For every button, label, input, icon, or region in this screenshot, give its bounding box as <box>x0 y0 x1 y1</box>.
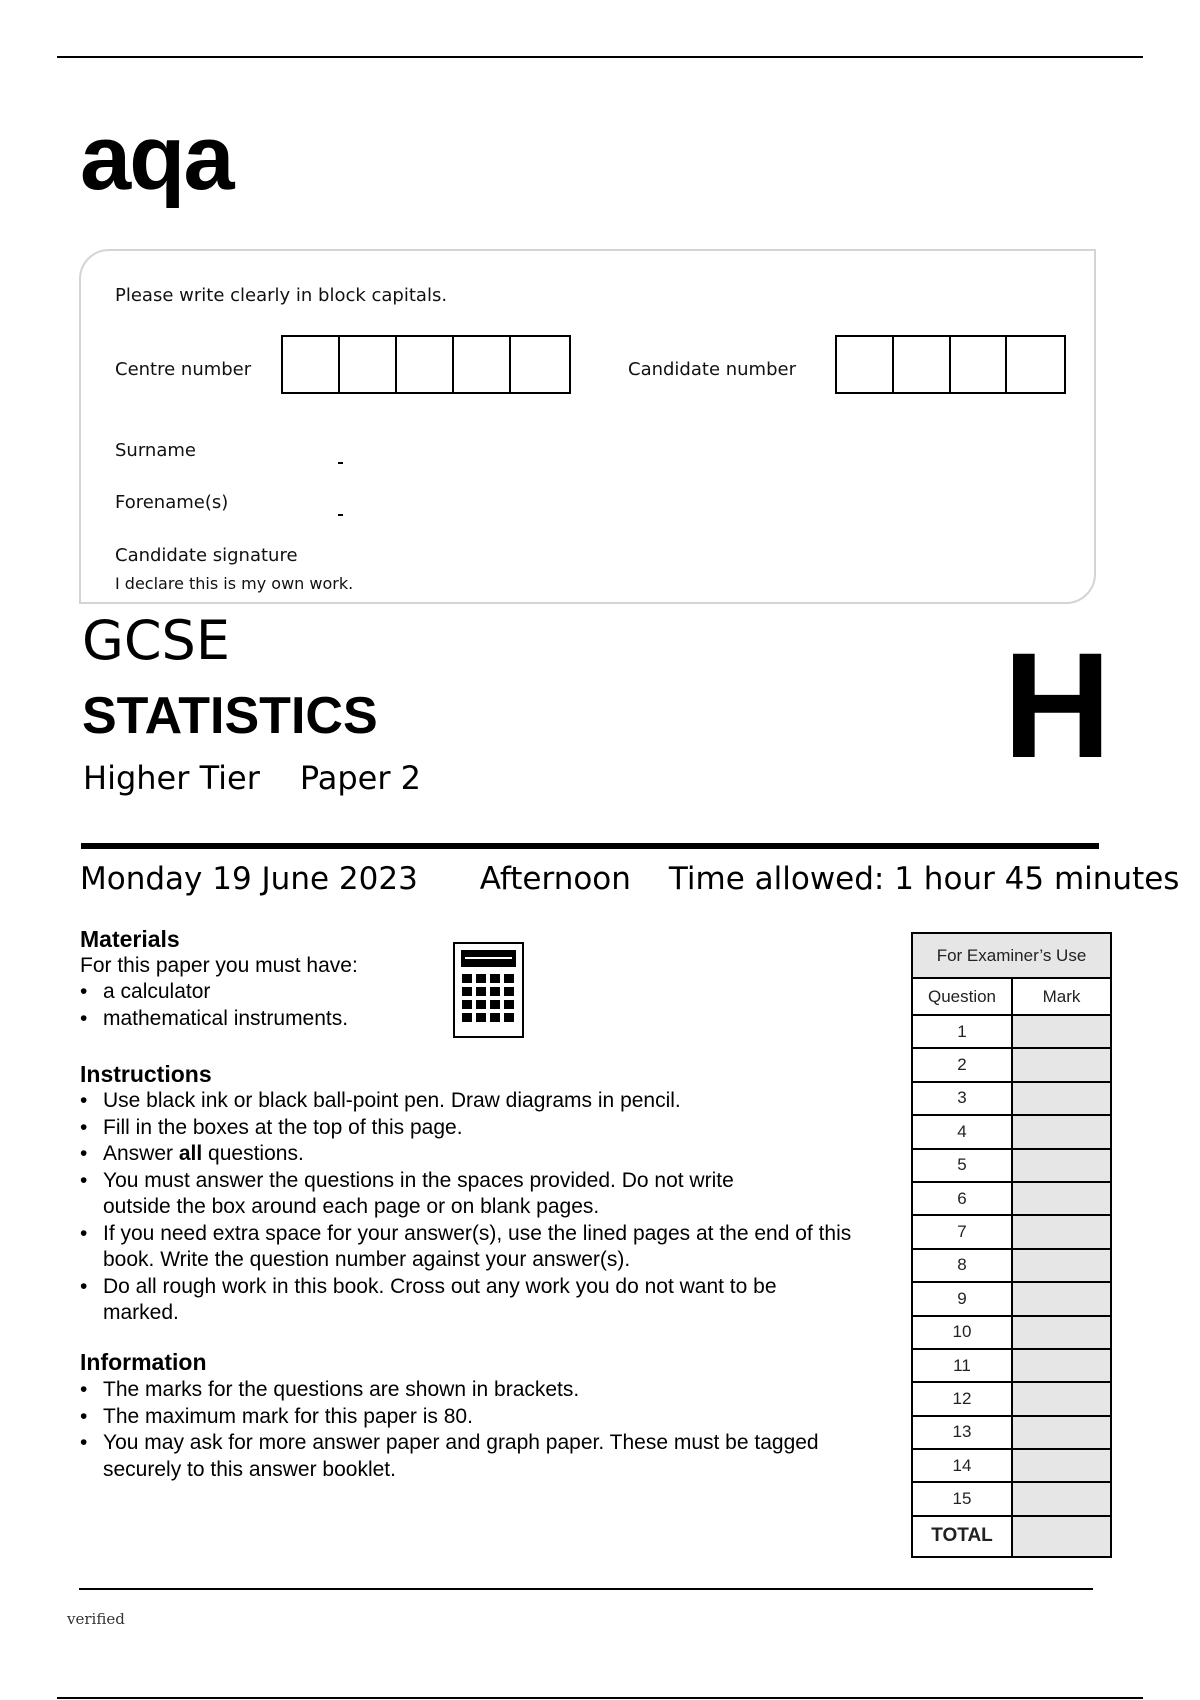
tier-letter: H <box>1003 621 1112 789</box>
question-number: 12 <box>912 1382 1012 1415</box>
subject-title: STATISTICS <box>82 687 378 745</box>
exam-session: Afternoon <box>479 861 631 897</box>
mark-cell <box>1012 1249 1111 1282</box>
candidate-details-box <box>79 249 1096 604</box>
mark-cell <box>1012 1449 1111 1482</box>
total-mark-cell <box>1012 1516 1111 1557</box>
exam-date-row <box>80 861 1180 897</box>
calculator-screen-icon <box>461 950 516 967</box>
mark-cell <box>1012 1082 1111 1115</box>
surname-label: Surname <box>115 440 196 461</box>
list-item: • mathematical instruments. <box>80 1006 348 1033</box>
information-list <box>80 1377 820 1483</box>
information-heading: Information <box>80 1349 207 1375</box>
calculator-keys-icon <box>462 974 514 1022</box>
question-number: 1 <box>912 1015 1012 1048</box>
table-row <box>912 1449 1111 1482</box>
candidate-number-boxes[interactable] <box>835 335 1066 394</box>
question-number: 5 <box>912 1149 1012 1182</box>
question-number: 6 <box>912 1182 1012 1215</box>
table-row <box>912 1215 1111 1248</box>
page-bottom-rule <box>57 1697 1143 1699</box>
materials-list <box>80 979 348 1032</box>
list-item: • You must answer the questions in the spaces provided. Do not write outside the box around each page or on blank pages. <box>80 1168 800 1221</box>
aqa-logo: aqa <box>80 107 233 209</box>
mark-cell <box>1012 1149 1111 1182</box>
mark-column-header: Mark <box>1012 978 1111 1015</box>
candidate-number-label: Candidate number <box>628 359 796 380</box>
footer-rule <box>79 1588 1093 1590</box>
tier-label: Higher Tier <box>83 759 260 797</box>
question-number: 13 <box>912 1416 1012 1449</box>
calculator-icon <box>453 942 524 1038</box>
materials-intro: For this paper you must have: <box>80 954 358 977</box>
mark-cell <box>1012 1115 1111 1148</box>
instructions-heading: Instructions <box>80 1061 212 1087</box>
forenames-label: Forename(s) <box>115 492 229 513</box>
list-item: • The marks for the questions are shown in brackets. <box>80 1377 820 1404</box>
examiner-rows <box>912 1015 1111 1516</box>
question-number: 14 <box>912 1449 1012 1482</box>
list-item: • You may ask for more answer paper and graph paper. These must be tagged securely to this answer booklet. <box>80 1430 820 1483</box>
table-row <box>912 1115 1111 1148</box>
surname-field[interactable] <box>338 462 343 464</box>
mark-cell <box>1012 1416 1111 1449</box>
mark-cell <box>1012 1282 1111 1315</box>
mark-cell <box>1012 1048 1111 1081</box>
table-row <box>912 1282 1111 1315</box>
table-row <box>912 1249 1111 1282</box>
table-row <box>912 1082 1111 1115</box>
qualification-title: GCSE <box>82 609 230 672</box>
table-row <box>912 1015 1111 1048</box>
table-row <box>912 1349 1111 1382</box>
signature-label: Candidate signature <box>115 545 298 566</box>
title-rule <box>81 843 1099 849</box>
question-number: 9 <box>912 1282 1012 1315</box>
question-number: 11 <box>912 1349 1012 1382</box>
list-item: • The maximum mark for this paper is 80. <box>80 1404 820 1431</box>
materials-heading: Materials <box>80 926 180 952</box>
top-rule <box>57 56 1143 58</box>
tier-paper-line <box>83 759 422 797</box>
list-item: • Fill in the boxes at the top of this page. <box>80 1115 870 1142</box>
mark-cell <box>1012 1182 1111 1215</box>
table-row <box>912 1482 1111 1515</box>
question-number: 10 <box>912 1316 1012 1349</box>
list-item: • a calculator <box>80 979 348 1006</box>
candidate-number-digit[interactable] <box>837 337 894 392</box>
question-number: 2 <box>912 1048 1012 1081</box>
mark-cell <box>1012 1015 1111 1048</box>
examiners-use-table <box>911 932 1112 1558</box>
centre-number-digit[interactable] <box>397 337 454 392</box>
forenames-field[interactable] <box>338 514 343 516</box>
centre-number-label: Centre number <box>115 359 252 380</box>
question-number: 4 <box>912 1115 1012 1148</box>
total-label: TOTAL <box>912 1516 1012 1557</box>
list-item: • Do all rough work in this book. Cross out any work you do not want to be marked. <box>80 1274 800 1327</box>
centre-number-digit[interactable] <box>283 337 340 392</box>
table-row <box>912 1149 1111 1182</box>
examiners-use-title: For Examiner’s Use <box>912 933 1111 978</box>
table-row <box>912 1382 1111 1415</box>
mark-cell <box>1012 1316 1111 1349</box>
mark-cell <box>1012 1349 1111 1382</box>
list-item: • Answer all questions. <box>80 1141 870 1168</box>
centre-number-digit[interactable] <box>454 337 511 392</box>
table-row <box>912 1048 1111 1081</box>
centre-number-digit[interactable] <box>340 337 397 392</box>
mark-cell <box>1012 1382 1111 1415</box>
centre-number-digit[interactable] <box>511 337 568 392</box>
table-row <box>912 1316 1111 1349</box>
time-allowed: Time allowed: 1 hour 45 minutes <box>668 861 1180 897</box>
mark-cell <box>1012 1482 1111 1515</box>
footer-note: verified <box>67 1610 125 1628</box>
question-number: 3 <box>912 1082 1012 1115</box>
centre-number-boxes[interactable] <box>281 335 571 394</box>
question-number: 7 <box>912 1215 1012 1248</box>
block-capitals-instruction: Please write clearly in block capitals. <box>115 285 448 306</box>
table-row <box>912 1416 1111 1449</box>
question-number: 8 <box>912 1249 1012 1282</box>
mark-cell <box>1012 1215 1111 1248</box>
list-item: • Use black ink or black ball-point pen. Draw diagrams in pencil. <box>80 1088 870 1115</box>
candidate-number-digit[interactable] <box>894 337 951 392</box>
declaration-text: I declare this is my own work. <box>115 574 354 593</box>
candidate-number-digit[interactable] <box>951 337 1008 392</box>
candidate-number-digit[interactable] <box>1007 337 1064 392</box>
question-number: 15 <box>912 1482 1012 1515</box>
question-column-header: Question <box>912 978 1012 1015</box>
exam-date: Monday 19 June 2023 <box>80 861 418 897</box>
table-row <box>912 1182 1111 1215</box>
paper-label: Paper 2 <box>299 759 422 797</box>
instructions-list <box>80 1088 870 1327</box>
list-item: • If you need extra space for your answer(s), use the lined pages at the end of this book. Write the question number against your answer(s). <box>80 1221 870 1274</box>
